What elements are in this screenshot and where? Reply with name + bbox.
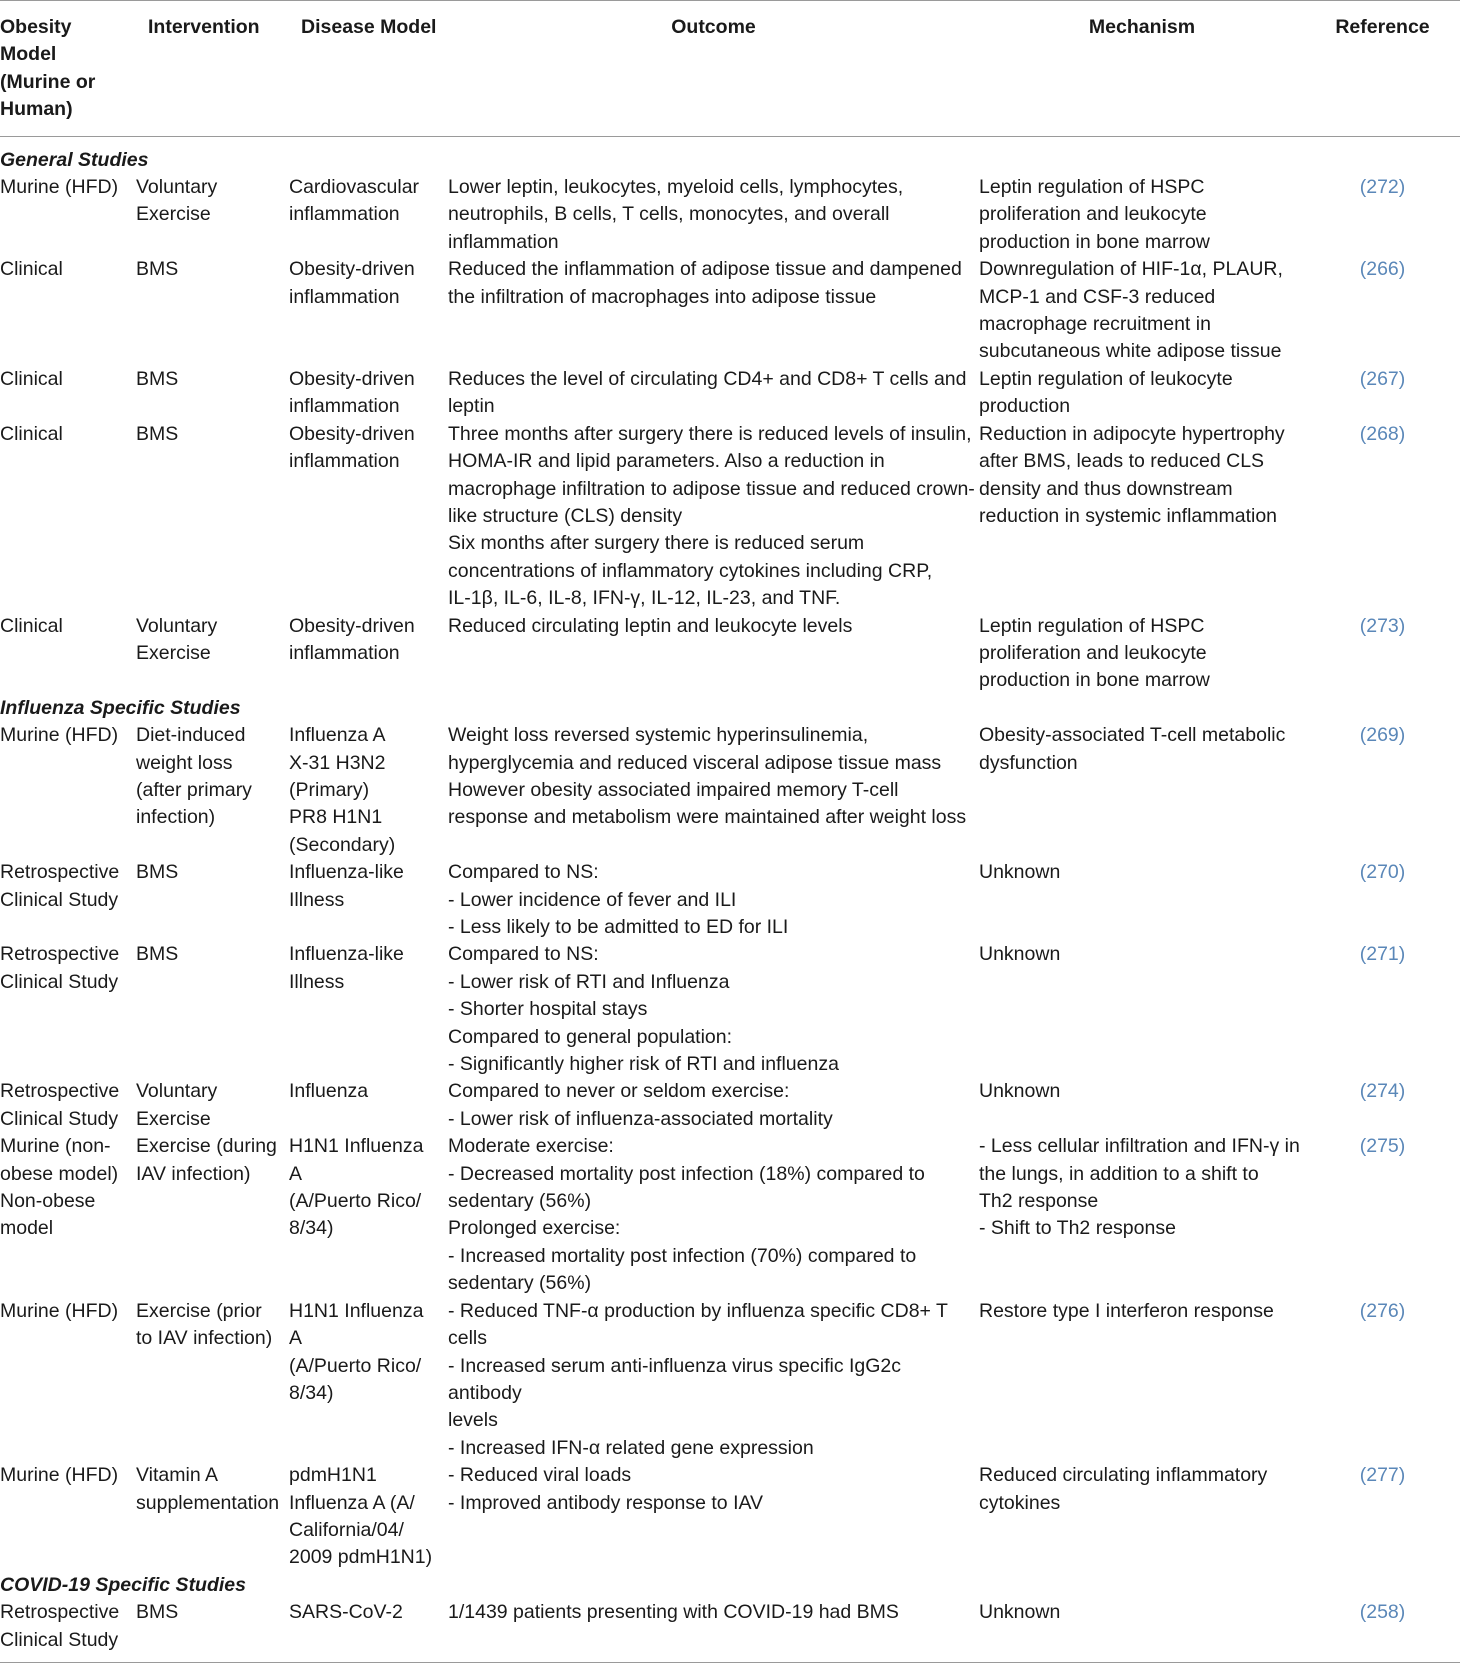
outcome-line: IL-1β, IL-6, IL-8, IFN-γ, IL-12, IL-23, and TNF. [448,587,841,610]
table-row [0,256,1460,366]
table-row [0,613,1460,695]
cell-intervention [136,1599,289,1662]
mechanism-line: Unknown [979,1601,1061,1624]
disease-line: inflammation [289,203,400,226]
intervention-line: BMS [136,1601,179,1624]
table-row [0,174,1460,256]
cell-intervention [136,722,289,859]
outcome-line: HOMA-IR and lipid parameters. Also a reduction in [448,450,885,473]
outcome-line: Compared to never or seldom exercise: [448,1080,790,1103]
model-line: obese model) [0,1162,119,1185]
cell-disease [289,1599,448,1662]
intervention-line: BMS [136,943,179,966]
cell-reference[interactable]: (266) [1359,258,1406,281]
cell-reference[interactable]: (277) [1359,1464,1406,1487]
cell-mechanism [979,941,1305,1078]
section-row [0,136,1460,174]
mechanism-line: reduction in systemic inflammation [979,504,1278,527]
table-row [0,1078,1460,1133]
outcome-line: - Lower risk of RTI and Influenza [448,970,730,993]
model-line: Clinical [0,614,63,637]
disease-line: Influenza [289,1080,369,1103]
cell-model [0,859,136,941]
cell-outcome [448,366,979,421]
header-row [0,1,1460,137]
intervention-line: Exercise (during [136,1135,277,1158]
outcome-line: like structure (CLS) density [448,504,683,527]
outcome-line: - Increased mortality post infection (70%) compared to [448,1244,917,1267]
outcome-line: - Less likely to be admitted to ED for ILI [448,916,789,938]
intervention-line: BMS [136,258,179,281]
intervention-line: BMS [136,422,179,445]
cell-model [0,1298,136,1462]
cell-outcome [448,421,979,613]
model-line: Murine (non- [0,1135,111,1158]
table-row [0,722,1460,859]
outcome-line: neutrophils, B cells, T cells, monocytes, and overall [448,203,890,226]
header-model-line: Model [0,43,57,66]
mechanism-line: - Less cellular infiltration and IFN-γ in [979,1135,1300,1158]
outcome-line: Lower leptin, leukocytes, myeloid cells, lymphocytes, [448,176,904,199]
cell-mechanism [979,859,1305,941]
intervention-line: infection) [136,806,216,829]
outcome-line: Compared to general population: [448,1025,733,1048]
intervention-line: weight loss [136,751,233,774]
cell-intervention [136,941,289,1078]
cell-mechanism [979,366,1305,421]
section-title: COVID-19 Specific Studies [0,1573,246,1596]
outcome-line: concentrations of inflammatory cytokines including CRP, [448,559,933,582]
mechanism-line: Th2 response [979,1190,1099,1213]
model-line: Retrospective [0,1080,120,1103]
table-row [0,1599,1460,1662]
model-line: Clinical [0,422,63,445]
cell-reference[interactable]: (271) [1359,943,1406,966]
outcome-line: inflammation [448,230,559,253]
outcome-line: Compared to NS: [448,861,599,884]
outcome-line: Six months after surgery there is reduced serum [448,532,865,555]
outcome-line: response and metabolism were maintained after weight loss [448,806,967,829]
cell-disease [289,366,448,421]
outcome-line: - Reduced TNF-α production by influenza specific CD8+ T [448,1299,948,1322]
cell-reference[interactable]: (273) [1359,614,1406,637]
cell-intervention [136,256,289,366]
mechanism-line: production in bone marrow [979,669,1210,692]
cell-model [0,1462,136,1572]
section-title: Influenza Specific Studies [0,696,241,719]
cell-outcome [448,859,979,941]
mechanism-line: Leptin regulation of HSPC [979,614,1205,637]
model-line: Murine (HFD) [0,1299,119,1322]
table-row [0,421,1460,613]
mechanism-line: density and thus downstream [979,477,1233,500]
cell-mechanism [979,174,1305,256]
cell-disease [289,1298,448,1462]
mechanism-line: Reduction in adipocyte hypertrophy [979,422,1285,445]
disease-line: Obesity-driven [289,367,415,390]
mechanism-line: Leptin regulation of leukocyte [979,367,1233,390]
disease-line: Influenza A [289,724,386,747]
cell-disease [289,1078,448,1133]
outcome-line: sedentary (56%) [448,1190,592,1213]
disease-line: H1N1 Influenza [289,1299,424,1322]
disease-line: X-31 H3N2 [289,751,386,774]
cell-intervention [136,1462,289,1572]
disease-line: H1N1 Influenza [289,1135,424,1158]
model-line: Clinical Study [0,1628,119,1651]
table-row [0,859,1460,941]
disease-line: Cardiovascular [289,176,420,199]
cell-disease [289,256,448,366]
outcome-line: - Reduced viral loads [448,1464,632,1487]
cell-intervention [136,1133,289,1297]
outcome-line: - Improved antibody response to IAV [448,1491,764,1514]
model-line: model [0,1217,54,1240]
cell-disease [289,722,448,859]
cell-mechanism [979,256,1305,366]
disease-line: SARS-CoV-2 [289,1601,403,1624]
cell-model [0,366,136,421]
outcome-line: However obesity associated impaired memory T-cell [448,778,899,801]
cell-disease [289,613,448,695]
model-line: Murine (HFD) [0,1464,119,1487]
outcome-line: - Lower incidence of fever and ILI [448,888,737,911]
cell-model [0,1078,136,1133]
mechanism-line: proliferation and leukocyte [979,641,1207,664]
header-mechanism: Mechanism [979,1,1305,137]
cell-outcome [448,1133,979,1297]
outcome-line: - Increased IFN-α related gene expression [448,1436,814,1459]
disease-line: (Secondary) [289,833,396,856]
disease-line: pdmH1N1 [289,1464,377,1487]
mechanism-line: production [979,395,1071,418]
cell-outcome [448,1599,979,1662]
cell-model [0,613,136,695]
cell-intervention [136,859,289,941]
disease-line: Influenza-like [289,943,404,966]
cell-disease [289,421,448,613]
cell-reference[interactable]: (274) [1359,1080,1406,1103]
cell-disease [289,1133,448,1297]
cell-outcome [448,941,979,1078]
intervention-line: Exercise [136,203,211,226]
intervention-line: Voluntary [136,176,218,199]
outcome-line: Compared to NS: [448,943,599,966]
cell-model [0,1133,136,1297]
cell-mechanism [979,1462,1305,1572]
cell-disease [289,941,448,1078]
mechanism-line: the lungs, in addition to a shift to [979,1162,1259,1185]
cell-model [0,722,136,859]
intervention-line: BMS [136,367,179,390]
outcome-line: levels [448,1409,498,1432]
mechanism-line: Reduced circulating inflammatory [979,1464,1268,1487]
intervention-line: Exercise [136,1107,211,1130]
cell-intervention [136,421,289,613]
disease-line: inflammation [289,285,400,308]
intervention-line: BMS [136,861,179,884]
header-reference: Reference [1305,1,1460,137]
outcome-line: cells [448,1327,488,1350]
mechanism-line: after BMS, leads to reduced CLS [979,450,1265,473]
cell-outcome [448,722,979,859]
intervention-line: Exercise (prior [136,1299,262,1322]
cell-outcome [448,613,979,695]
disease-line: Illness [289,970,345,993]
intervention-line: IAV infection) [136,1162,251,1185]
model-line: Retrospective [0,943,120,966]
disease-line: (Primary) [289,778,370,801]
header-model-line: Obesity [0,16,72,38]
mechanism-line: proliferation and leukocyte [979,203,1207,226]
disease-line: California/04/ [289,1518,404,1541]
disease-line: inflammation [289,450,400,473]
cell-reference[interactable]: (272) [1359,176,1406,199]
cell-disease [289,1462,448,1572]
disease-line: (A/Puerto Rico/ [289,1190,422,1213]
table-row [0,941,1460,1078]
cell-reference[interactable]: (270) [1359,861,1406,884]
disease-line: 2009 pdmH1N1) [289,1546,433,1569]
cell-model [0,256,136,366]
table-row [0,1298,1460,1462]
cell-intervention [136,1298,289,1462]
cell-reference[interactable]: (269) [1359,724,1406,747]
intervention-line: supplementation [136,1491,280,1514]
model-line: Clinical Study [0,970,119,993]
cell-reference[interactable]: (267) [1359,367,1406,390]
outcome-line: - Significantly higher risk of RTI and influenza [448,1053,839,1076]
outcome-line: - Decreased mortality post infection (18%) compared to [448,1162,925,1185]
mechanism-line: Leptin regulation of HSPC [979,176,1205,199]
model-line: Clinical [0,367,63,390]
header-intervention: Intervention [136,1,289,137]
cell-mechanism [979,722,1305,859]
disease-line: Illness [289,888,345,911]
mechanism-line: subcutaneous white adipose tissue [979,340,1282,363]
outcome-line: 1/1439 patients presenting with COVID-19 had BMS [448,1601,899,1624]
outcome-line: Reduces the level of circulating CD4+ and CD8+ T cells and [448,367,967,390]
intervention-line: Voluntary [136,614,218,637]
model-line: Clinical Study [0,888,119,911]
mechanism-line: cytokines [979,1491,1061,1514]
mechanism-line: dysfunction [979,751,1078,774]
cell-mechanism [979,1078,1305,1133]
table-row [0,1462,1460,1572]
cell-outcome [448,256,979,366]
outcome-line: Reduced circulating leptin and leukocyte levels [448,614,853,637]
header-obesity-model [0,1,136,137]
intervention-line: Vitamin A [136,1464,219,1487]
disease-line: Influenza A (A/ [289,1491,415,1514]
mechanism-line: MCP-1 and CSF-3 reduced [979,285,1216,308]
mechanism-line: Restore type I interferon response [979,1299,1274,1322]
outcome-line: - Increased serum anti-influenza virus specific IgG2c antibody [448,1354,902,1404]
cell-intervention [136,366,289,421]
cell-disease [289,859,448,941]
intervention-line: Diet-induced [136,724,246,747]
disease-line: A [289,1327,303,1350]
intervention-line: (after primary [136,778,252,801]
cell-reference[interactable]: (258) [1305,1599,1460,1662]
disease-line: Influenza-like [289,861,404,884]
mechanism-line: Unknown [979,1080,1061,1103]
section-title: General Studies [0,148,149,171]
section-row [0,695,1460,722]
model-line: Clinical [0,258,63,281]
outcome-line: macrophage infiltration to adipose tissue and reduced crown- [448,477,975,500]
disease-line: (A/Puerto Rico/ [289,1354,422,1377]
outcome-line: Reduced the inflammation of adipose tissue and dampened [448,258,962,281]
cell-model [0,421,136,613]
cell-mechanism [979,1133,1305,1297]
cell-reference[interactable]: (276) [1359,1299,1406,1322]
outcome-line: Prolonged exercise: [448,1217,621,1240]
mechanism-line: Downregulation of HIF-1α, PLAUR, [979,258,1283,281]
table-header [0,1,1460,137]
table-body [0,136,1460,1662]
cell-outcome [448,1298,979,1462]
outcome-line: leptin [448,395,495,418]
disease-line: inflammation [289,641,400,664]
cell-model [0,1599,136,1662]
cell-outcome [448,1078,979,1133]
mechanism-line: Unknown [979,943,1061,966]
outcome-line: the infiltration of macrophages into adipose tissue [448,285,877,308]
model-line: Murine (HFD) [0,176,119,199]
cell-outcome [448,1462,979,1572]
cell-model [0,174,136,256]
outcome-line: - Lower risk of influenza-associated mortality [448,1107,833,1130]
section-row [0,1572,1460,1599]
model-line: Clinical Study [0,1107,119,1130]
outcome-line: hyperglycemia and reduced visceral adipose tissue mass [448,751,942,774]
cell-model [0,941,136,1078]
mechanism-line: - Shift to Th2 response [979,1217,1176,1240]
mechanism-line: Obesity-associated T-cell metabolic [979,724,1286,747]
intervention-line: Voluntary [136,1080,218,1103]
outcome-line: Weight loss reversed systemic hyperinsulinemia, [448,724,869,747]
outcome-line: Moderate exercise: [448,1135,614,1158]
mechanism-line: Unknown [979,861,1061,884]
disease-line: 8/34) [289,1217,334,1240]
cell-intervention [136,1078,289,1133]
model-line: Non-obese [0,1190,96,1213]
outcome-line: - Shorter hospital stays [448,998,648,1021]
model-line: Retrospective [0,1601,120,1624]
cell-reference[interactable]: (275) [1359,1135,1406,1158]
intervention-line: to IAV infection) [136,1327,273,1350]
cell-mechanism [979,421,1305,613]
mechanism-line: macrophage recruitment in [979,313,1211,336]
cell-intervention [136,613,289,695]
mechanism-line: production in bone marrow [979,230,1210,253]
disease-line: PR8 H1N1 [289,806,383,829]
model-line: Murine (HFD) [0,724,119,747]
cell-disease [289,174,448,256]
table-row [0,1133,1460,1297]
disease-line: Obesity-driven [289,422,415,445]
disease-line: Obesity-driven [289,614,415,637]
intervention-line: Exercise [136,641,211,664]
cell-intervention [136,174,289,256]
header-model-line: (Murine or [0,70,96,93]
cell-mechanism [979,1298,1305,1462]
disease-line: A [289,1162,303,1185]
outcome-line: sedentary (56%) [448,1272,592,1295]
cell-mechanism [979,613,1305,695]
cell-mechanism [979,1599,1305,1662]
header-model-line: Human) [0,98,73,121]
cell-outcome [448,174,979,256]
cell-reference[interactable]: (268) [1359,422,1406,445]
header-outcome: Outcome [448,1,979,137]
header-disease-model: Disease Model [289,1,448,137]
disease-line: inflammation [289,395,400,418]
outcome-line: Three months after surgery there is reduced levels of insulin, [448,422,972,445]
table-row [0,366,1460,421]
model-line: Retrospective [0,861,120,884]
disease-line: Obesity-driven [289,258,415,281]
disease-line: 8/34) [289,1381,334,1404]
